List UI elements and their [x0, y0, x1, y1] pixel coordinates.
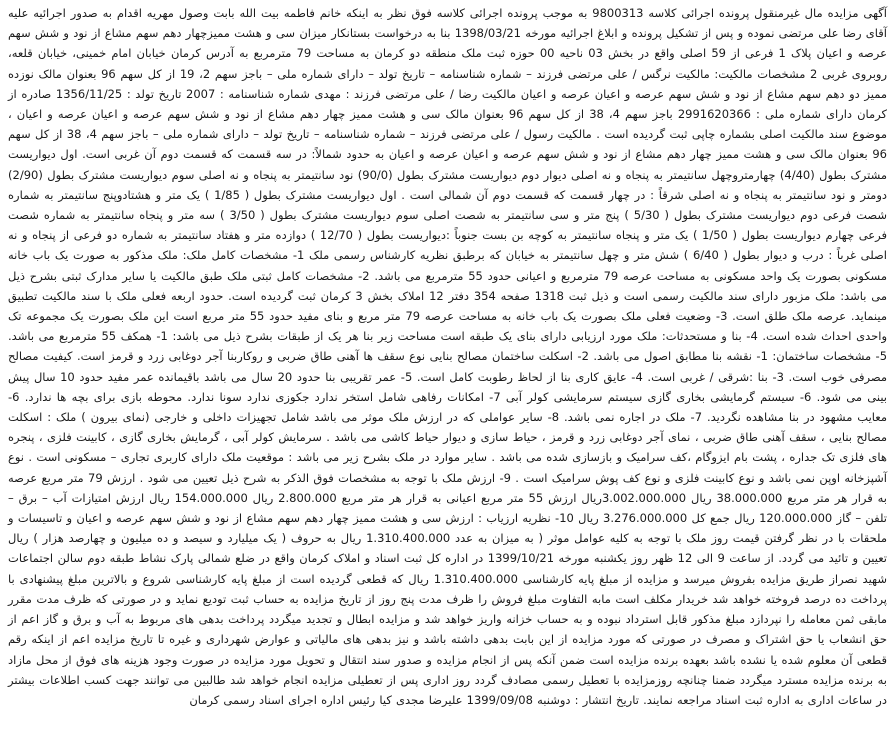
auction-notice-text: آگهی مزایده مال غیرمنقول پرونده اجرائی کلاسه 9800313 به موجب پرونده اجرائی کلاسه فوق نظر به اینکه خانم فاطمه بیت الله بابت وصول مهریه اقدام به صدور اجرائیه علیه آقای رضا علی مرتضی نموده و پس از تشکیل پرونده و ابلاغ اجرائیه مورخه 1398/03/21 بنا به درخواست بستانکار میزان سی و هشت ممیزچهار دهم سهم مشاع از نود و شش سهم عرصه و اعیان پلاک 1 فرعی از 59 اصلی واقع در بخش 03 ناحیه 00 حوزه ثبت ملک منطقه دو کرمان به مساحت 79 مترمربع به آدرس کرمان خیابان امام خمینی، خیابان قلعه، روبروی غربی 2 مشخصات مالکیت: مالکیت نرگس / علی مرتضی فرزند – شماره شناسنامه – تاریخ تولد – دارای شماره ملی – باجز سهم 2، 19 از کل سهم 96 بعنوان مالک نوزده ممیز دو دهم سهم مشاع از نود و شش سهم عرصه و اعیان عرصه و اعیان مالکیت رضا / علی مرتضی فرزند : مهدی شماره شناسنامه : 2007 تاریخ تولد : 1356/11/25 صادره از کرمان دارای شماره ملی : 2991620366 باجز سهم 4، 38 از کل سهم 96 بعنوان مالک سی و هشت ممیز چهار دهم مشاع از نود و شش سهم عرصه و اعیان عرصه و اعیان ، موضوع سند مالکیت اصلی بشماره چاپی ثبت گردیده است . مالکیت رسول / علی مرتضی فرزند – شماره شناسنامه – تاریخ تولد – دارای شماره ملی – باجز سهم 4، 38 از کل سهم 96 بعنوان مالک سی و هشت ممیز چهار دهم مشاع از نود و شش سهم عرصه و اعیان عرصه و اعیان به حدود شمالاً: در سه قسمت که قسمت دوم آن غربی است. اول دیواریست مشترک بطول (4/40) چهارمتروچهل سانتیمتر به پنجاه و نه اصلی دیوار دوم دیواریست مشترک بطول (90/0) نود سانتیمتر به پنجاه و نه اصلی سوم دیواریست مشترک بطول (2/90) دومتر و نود سانتیمتر به پنجاه و نه اصلی شرقاً : در چهار قسمت که قسمت دوم آن شمالی است . اول دیواریست مشترک بطول ( 1/85 ) یک متر و هشتادوپنج سانتیمتر به شماره شصت فرعی دوم دیواریست مشترک بطول ( 5/30 ) پنج متر و سی سانتیمتر به شصت اصلی سوم دیواریست مشترک بطول ( 3/50 ) سه متر و پنجاه سانتیمتر به شماره شصت فرعی چهارم دیواریست بطول ( 1/50 ) یک متر و پنجاه سانتیمتر به کوچه بن بست جنوباً :دیواریست بطول ( 12/70 ) دوازده متر و هفتاد سانتیمتر به شماره دو فرعی از پنجاه و نه اصلی غرباً : درب و دیوار بطول ( 6/40 ) شش متر و چهل سانتیمتر به خیابان که برطبق نظریه کارشناس رسمی ملک 1- مشخصات کامل ملک: ملک مذکور به صورت یک باب خانه مسکونی بصورت یک واحد مسکونی به مساحت عرصه 79 مترمربع و اعیانی حدود 55 مترمربع می باشد. 2- مشخصات کامل ثبتی ملک طبق مالکیت یا سایر مدارک ثبتی بشرح ذیل می باشد: ملک مزبور دارای سند مالکیت رسمی است و ذیل ثبت 1318 صفحه 354 دفتر 12 املاک بخش 3 کرمان ثبت گردیده است. حدود اربعه فعلی ملک با سند مالکیت تطبیق مینماید. عرصه ملک طلق است. 3- وضعیت فعلی ملک بصورت یک باب خانه به مساحت عرصه 79 متر مربع و بنای مفید حدود 55 متر مربع است این ملک بصورت یک مجموعه تک واحدی احداث شده است. 4- بنا و مستحدثات: ملک مورد ارزیابی دارای بنای یک طبقه است مساحت زیر بنا هر یک از طبقات بشرح ذیل می باشد: 1- همکف 55 مترمربع می باشد. 5- مشخصات ساختمان: 1- نقشه بنا مطابق اصول می باشد. 2- اسکلت ساختمان مصالح بنایی نوع سقف ها آهنی طاق ضربی و روکاربنا آجر دوغابی زرد و قرمز است. کیفیت مصالح مصرفی خوب است. 3- بنا :شرقی / غربی است. 4- عایق کاری بنا از لحاظ رطوبت کامل است. 5- عمر تقریبی بنا حدود 20 سال می باشد باقیمانده عمر مفید حدود 10 سال پیش بینی می شود. 6- سیستم گرمایشی بخاری گازی سیستم سرمایشی کولر آبی 7- امکانات رفاهی شامل استخر ندارد جکوزی ندارد سونا ندارد. محوطه بازی برای بچه ها ندارد. 6- معایب مشهود در بنا مشاهده نگردید. 7- ملک در اجاره نمی باشد. 8- سایر عواملی که در ارزش ملک موثر می باشد شامل تجهیزات داخلی و خارجی (نمای بیرون ) ملک : اسکلت مصالح بنایی ، سقف آهنی طاق ضربی ، نمای آجر دوغابی زرد و قرمز ، حیاط سازی و دیوار حیاط کاشی می باشد . سرمایش کولر آبی ، گرمایش بخاری گازی ، کابینت فلزی ، پنجره های فلزی تک جداره ، پشت بام ایزوگام ،کف سرامیک و بازسازی شده می باشد . سایر موارد در ملک بشرح زیر می باشد : موقعیت ملک دارای کاربری تجاری – مسکونی است . نوع آشپزخانه اوپن نمی باشد و نوع کابینت فلزی و نوع کف پوش سرامیک است . 9- ارزش ملک با توجه به مشخصات فوق الذکر به شرح ذیل تعیین می شود . ارزش 79 متر مربع عرصه به قرار هر متر مربع 38.000.000 ریال 3.002.000.000ریال ارزش 55 متر مربع اعیانی به قرار هر متر مربع 2.800.000 ریال 154.000.000 ریال ارزش امتیازات آب – برق – تلفن – گاز 120.000.000 ریال جمع کل 3.276.000.000 ریال 10- نظریه ارزیاب : ارزش سی و هشت ممیز چهار دهم سهم مشاع از نود و شش سهم عرصه و اعیان و تاسیسات و ملحقات با در نظر گرفتن قیمت روز ملک با توجه به کلیه عوامل موثر ( به میزان به عدد 1.310.400.000 ریال به حروف ( یک میلیارد و سیصد و ده میلیون و چهارصد هزار ) ریال تعیین و تائید می گردد. از ساعت 9 الی 12 ظهر روز یکشنبه مورخه 1399/10/21 در اداره کل ثبت اسناد و املاک کرمان واقع در ضلع شمالی پارک نشاط طبقه دوم سالن اجتماعات شهید نصراز طریق مزایده بفروش میرسد و مزایده از مبلغ پایه کارشناسی 1.310.400.000 ریال که قطعی گردیده است از مبلغ پایه کارشناسی شروع و بالاترین مبلغ پیشنهادی با پرداخت ده درصد فروخته خواهد شد خریدار مکلف است مابه التفاوت مبلغ فروش را ظرف مدت پنج روز از تاریخ مزایده به حساب ثبت تودیع نماید و در صورتی که ظرف مدت مقرر مابقی ثمن معامله را نپردازد مبلغ مذکور قابل استرداد نبوده و به حساب خزانه واریز خواهد شد و مزایده ابطال و تجدید میگردد پرداخت بدهی های مربوط به آب و برق و گاز اعم از حق انشعاب یا حق اشتراک و مصرف در صورتی که مورد مزایده از این بابت بدهی داشته باشد و نیز بدهی های مالیاتی و عوارض شهرداری و غیره تا تاریخ مزایده اعم از اینکه رقم قطعی آن معلوم شده یا نشده باشد بعهده برنده مزایده است ضمن آنکه پس از انجام مزایده و صدور سند انتقال و تحویل مورد مزایده در صورت وجود هزینه های فوق از محل مازاد به برنده مزایده مسترد میگردد ضمنا چنانچه روزمزایده با تعطیل رسمی مصادف گردد روز اداری پس از تعطیلی مزایده انجام خواهد شد طالبین می توانند جهت کسب اطلاعات بیشتر در ساعات اداری به اداره ثبت اسناد مراجعه نمایند. تاریخ انتشار : دوشنبه 1399/09/08 علیرضا مجدی کیا رئیس اداره اجرای اسناد رسمی کرمان: [8, 6, 888, 707]
